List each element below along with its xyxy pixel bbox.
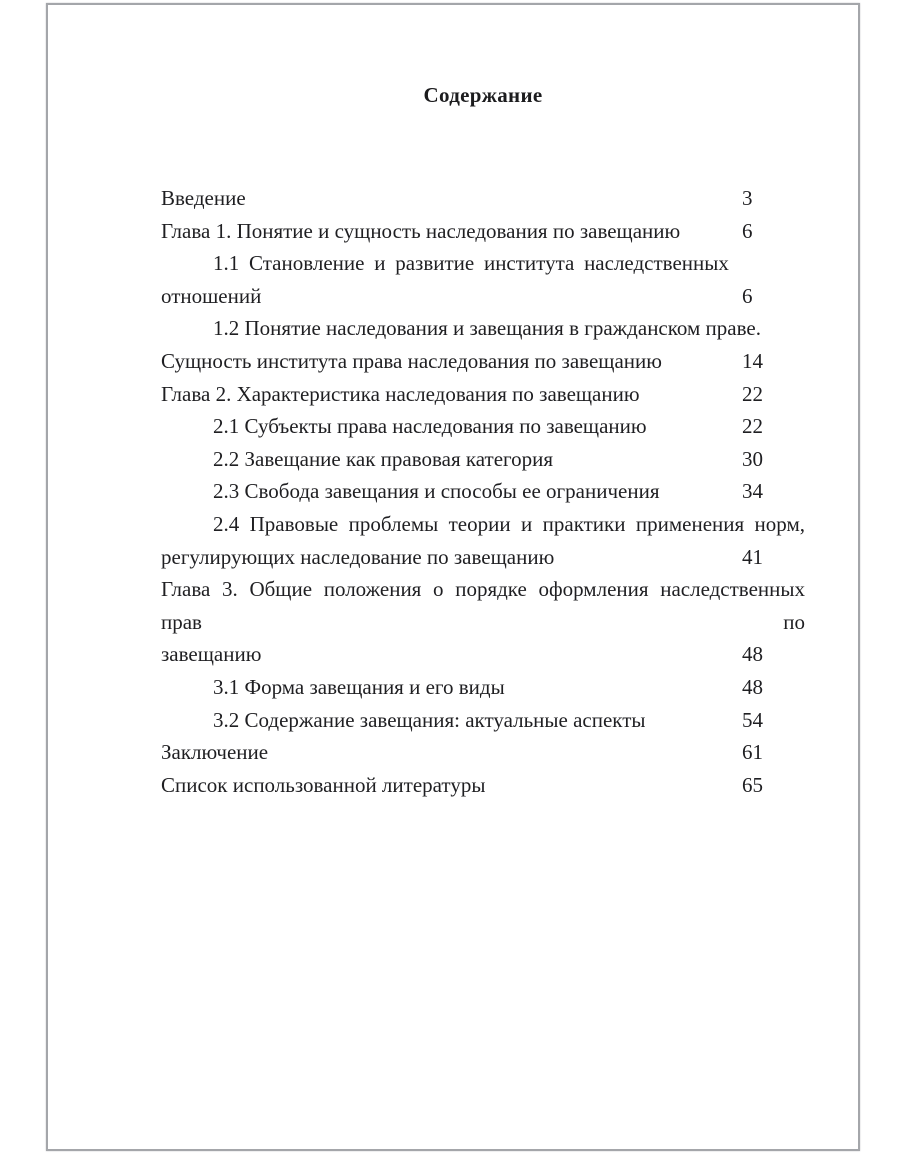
- toc-row: [161, 410, 805, 443]
- toc-page-number: 6: [742, 283, 753, 308]
- toc-entry-text: 3.2 Содержание завещания: актуальные аспекты: [213, 707, 646, 732]
- toc-page-number: 30: [742, 446, 763, 471]
- toc-row: [161, 215, 805, 248]
- page-title: Содержание: [423, 83, 543, 107]
- toc-entry-text: Глава 3. Общие положения о порядке оформления наследственных прав по: [161, 577, 805, 634]
- toc-row: [161, 769, 805, 802]
- toc-entry-text: Глава 1. Понятие и сущность наследования по завещанию: [161, 218, 681, 243]
- toc-row: [161, 443, 805, 476]
- toc-row: [161, 312, 805, 345]
- toc-row: [161, 541, 805, 574]
- toc-page-number: 54: [742, 707, 763, 732]
- toc-entry-text: 2.2 Завещание как правовая категория: [213, 446, 553, 471]
- toc-entry-text: отношений: [161, 283, 262, 308]
- toc-entry-text: Введение: [161, 186, 246, 210]
- toc-page-number: 6: [742, 218, 753, 243]
- toc-row: [161, 638, 805, 671]
- toc-row: [161, 704, 805, 737]
- toc-page-number: 22: [742, 414, 763, 439]
- toc-page-number: 14: [742, 348, 763, 373]
- toc-row: [161, 475, 805, 508]
- toc-entry-text: Сущность института права наследования по завещанию: [161, 348, 662, 373]
- toc-entry-text: 1.2 Понятие наследования и завещания в гражданском праве.: [213, 316, 761, 341]
- toc-page-number: 3: [742, 186, 753, 210]
- toc-row: [161, 671, 805, 704]
- toc-row: [161, 182, 805, 215]
- toc-row: [161, 378, 805, 411]
- toc-page-number: 34: [742, 479, 763, 504]
- toc-entry-text: Список использованной литературы: [161, 772, 486, 797]
- toc-page-number: 41: [742, 544, 763, 569]
- toc-row: [161, 736, 805, 769]
- toc-entry-text: Заключение: [161, 740, 269, 765]
- toc-entry-text: 3.1 Форма завещания и его виды: [213, 674, 505, 699]
- toc-row: [161, 573, 805, 638]
- toc-row: [161, 280, 805, 313]
- toc-page-number: 61: [742, 740, 763, 765]
- toc-row: [161, 508, 805, 541]
- toc-entry-text: 2.3 Свобода завещания и способы ее ограничения: [213, 479, 660, 504]
- toc-entry-text: регулирующих наследование по завещанию: [161, 544, 555, 569]
- toc-entry-text: 2.4 Правовые проблемы теории и практики применения норм,: [213, 511, 805, 536]
- toc-entry-text: завещанию: [161, 642, 262, 667]
- toc-page-number: 48: [742, 642, 763, 667]
- toc-entry-text: 1.1 Становление и развитие института наследственных: [213, 251, 729, 276]
- document-page: [46, 3, 860, 1151]
- toc-list: [161, 182, 805, 801]
- toc-row: [161, 345, 805, 378]
- toc-page-number: 48: [742, 674, 763, 699]
- toc-page-number: 65: [742, 772, 763, 797]
- toc-entry-text: 2.1 Субъекты права наследования по завещанию: [213, 414, 647, 439]
- toc-row: [161, 247, 805, 280]
- toc-entry-text: Глава 2. Характеристика наследования по завещанию: [161, 381, 640, 406]
- toc-page-number: 22: [742, 381, 763, 406]
